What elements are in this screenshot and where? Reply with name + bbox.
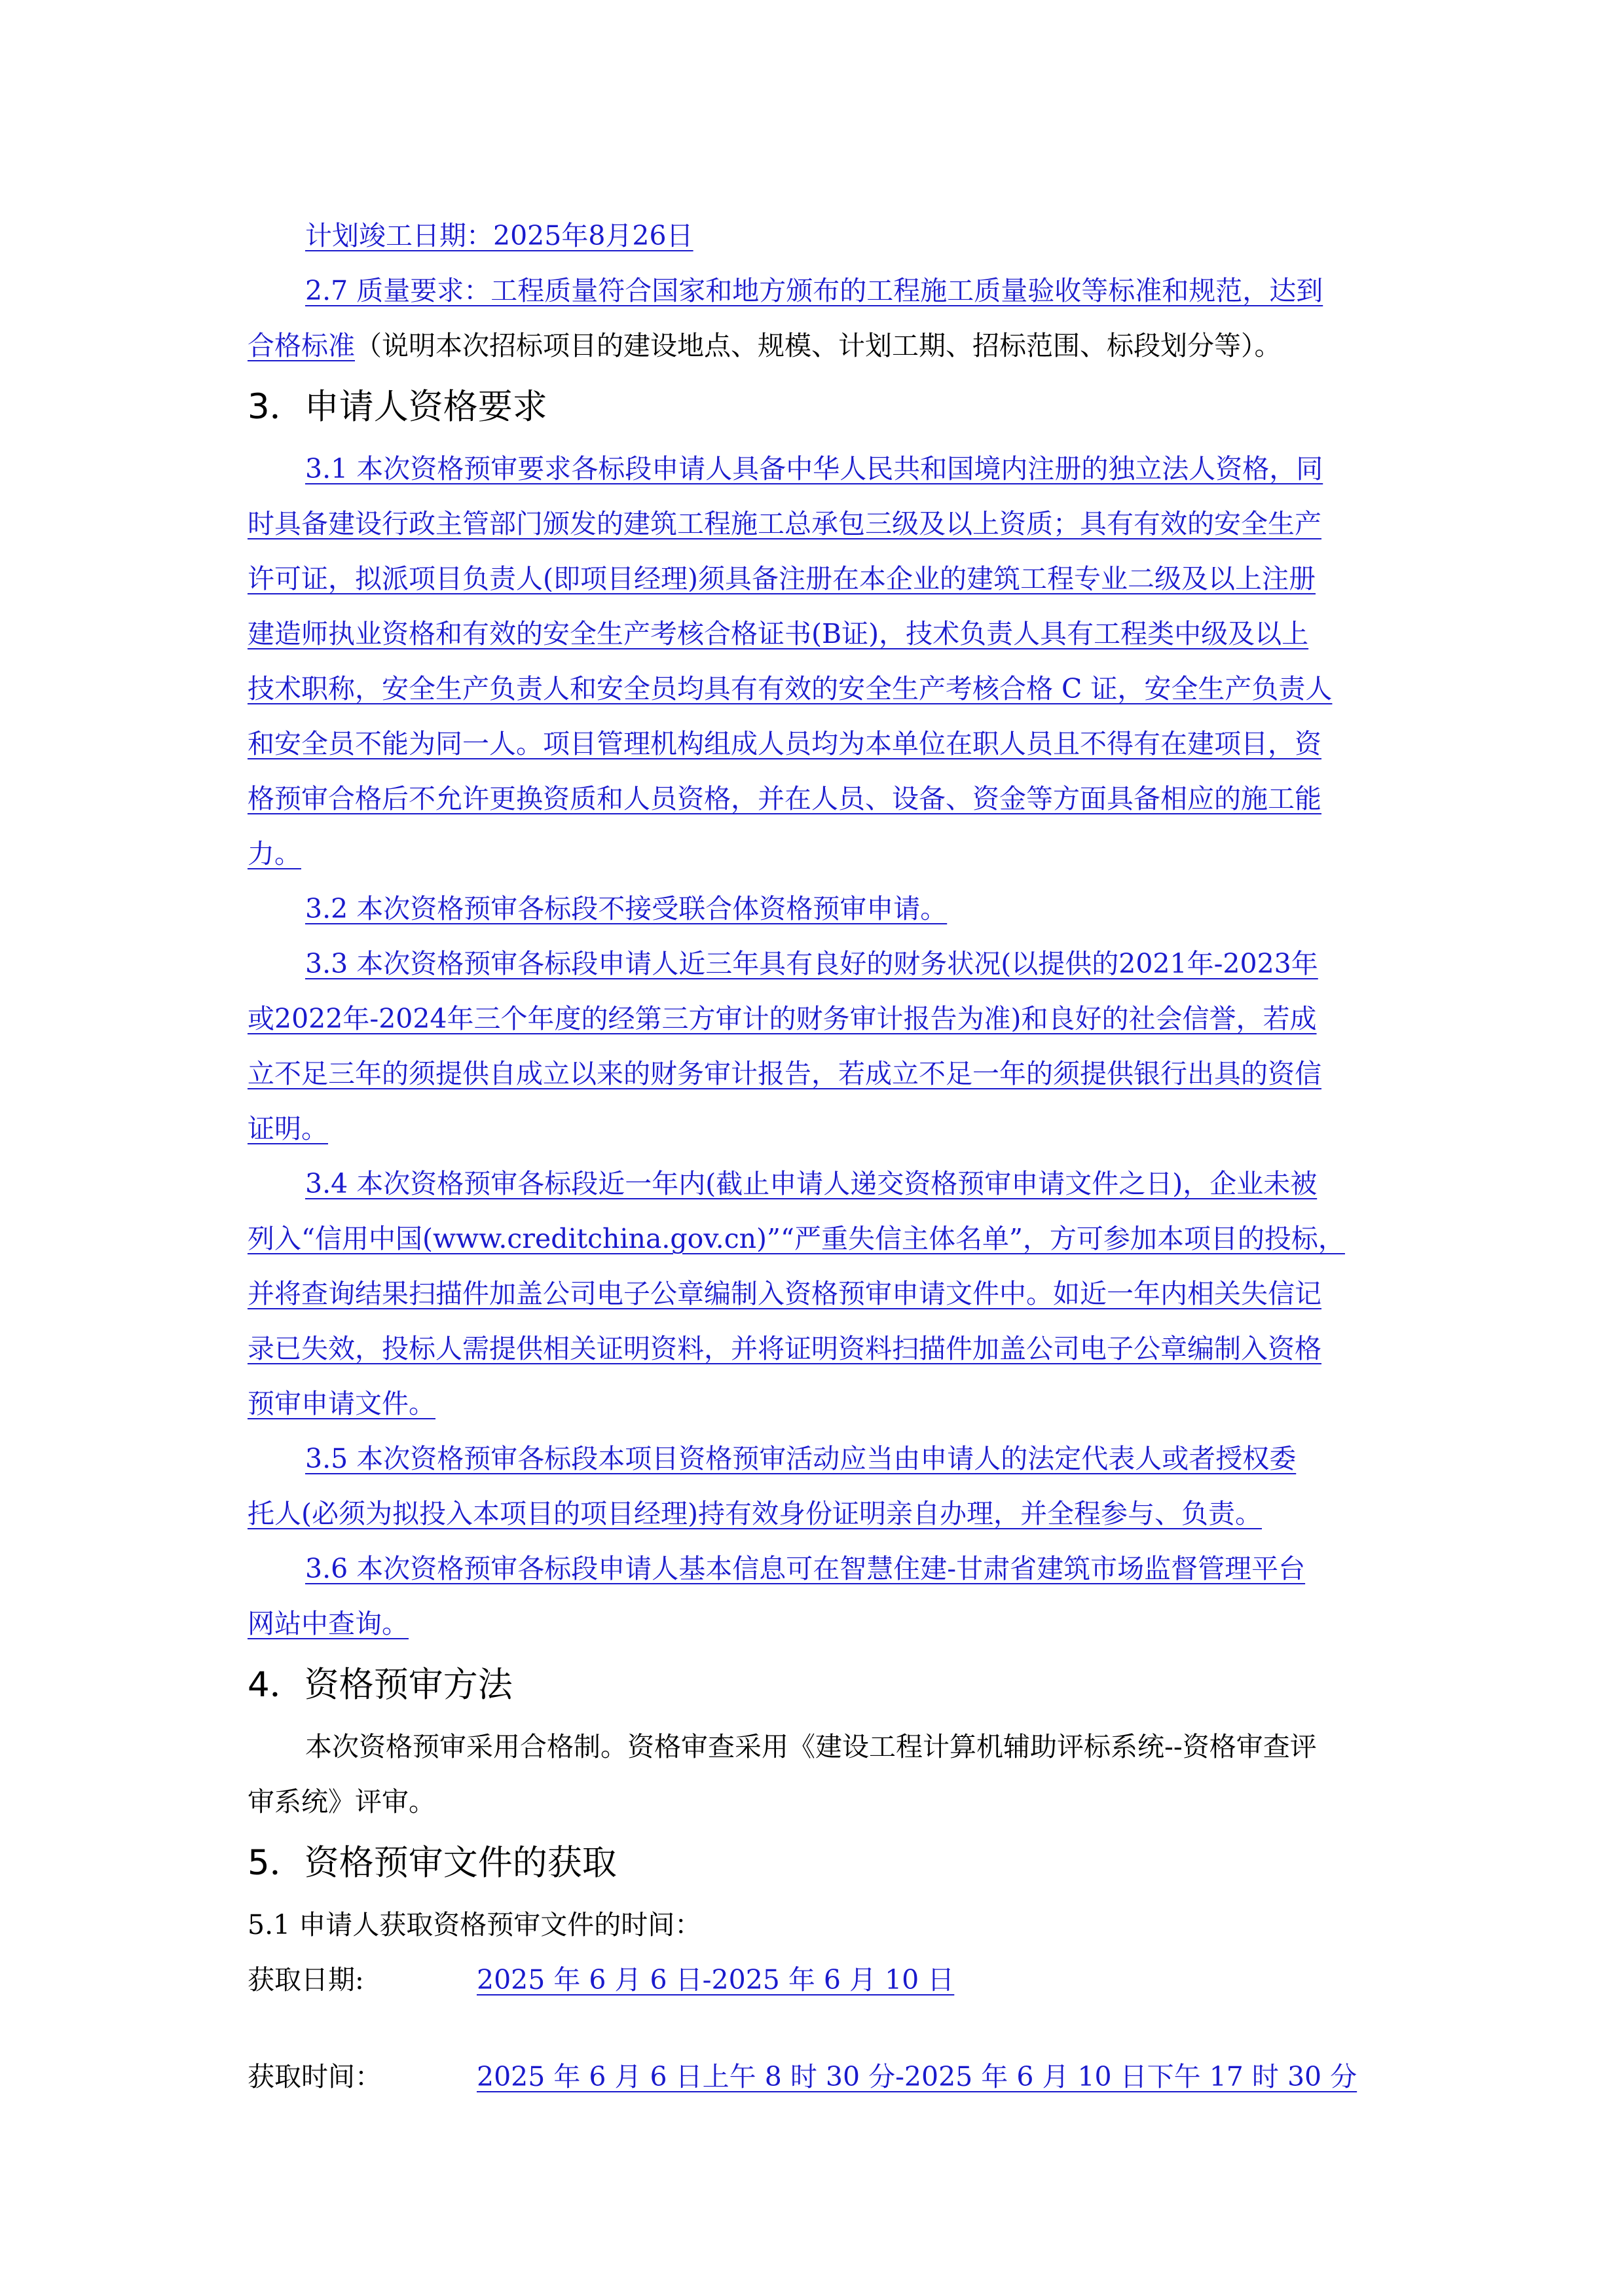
clause-line: 列入“信用中国(www.creditchina.gov.cn)”“严重失信主体名单”，方可参加本项目的投标， (248, 1223, 1345, 1254)
clause-line: 并将查询结果扫描件加盖公司电子公章编制入资格预审申请文件中。如近一年内相关失信记 (248, 1278, 1321, 1309)
quality-note: （说明本次招标项目的建设地点、规模、计划工期、招标范围、标段划分等）。 (355, 330, 1282, 361)
clause-3-5 (248, 1431, 1387, 1541)
document-body (248, 208, 1387, 2104)
clause-line: 录已失效，投标人需提供相关证明资料，并将证明资料扫描件加盖公司电子公章编制入资格 (248, 1333, 1321, 1364)
clause-line: 时具备建设行政主管部门颁发的建筑工程施工总承包三级及以上资质；具有有效的安全生产 (248, 508, 1321, 539)
clause-line: 3.4 本次资格预审各标段近一年内(截止申请人递交资格预审申请文件之日)，企业未被 (305, 1168, 1318, 1199)
quality-standard: 合格标准 (248, 330, 355, 361)
clause-3-6 (248, 1541, 1387, 1651)
acquisition-date-value: 2025 年 6 月 6 日-2025 年 6 月 10 日 (477, 1964, 955, 1995)
clause-line: 格预审合格后不允许更换资质和人员资格，并在人员、设备、资金等方面具备相应的施工能 (248, 783, 1321, 814)
acquisition-date-label: 获取日期: (248, 1964, 364, 1995)
clause-3-2 (248, 881, 1387, 936)
clause-line: 技术职称，安全生产负责人和安全员均具有有效的安全生产考核合格 C 证，安全生产负责人 (248, 673, 1333, 704)
clause-3-1 (248, 441, 1387, 881)
method-line: 本次资格预审采用合格制。资格审查采用《建设工程计算机辅助评标系统--资格审查评 (305, 1731, 1317, 1762)
clause-line: 3.6 本次资格预审各标段申请人基本信息可在智慧住建-甘肃省建筑市场监督管理平台 (305, 1553, 1306, 1584)
clause-line: 托人(必须为拟投入本项目的项目经理)持有效身份证明亲自办理，并全程参与、负责。 (248, 1498, 1262, 1529)
method-line: 审系统》评审。 (248, 1786, 435, 1817)
row-gap (248, 2007, 1387, 2049)
clause-line: 3.3 本次资格预审各标段申请人近三年具有良好的财务状况(以提供的2021年-2023年 (305, 948, 1318, 979)
section-5-heading: 5．资格预审文件的获取 (248, 1843, 617, 1883)
clause-3-3 (248, 936, 1387, 1156)
clause-line: 3.1 本次资格预审要求各标段申请人具备中华人民共和国境内注册的独立法人资格，同 (305, 453, 1323, 484)
acquisition-time-row (248, 2049, 1387, 2104)
quality-requirement-line-1: 2.7 质量要求：工程质量符合国家和地方颁布的工程施工质量验收等标准和规范，达到 (305, 275, 1323, 306)
clause-line: 网站中查询。 (248, 1608, 409, 1639)
subsection-5-1: 5.1 申请人获取资格预审文件的时间： (248, 1909, 702, 1941)
section-3-heading: 3．申请人资格要求 (248, 387, 547, 427)
clause-line: 立不足三年的须提供自成立以来的财务审计报告，若成立不足一年的须提供银行出具的资信 (248, 1058, 1321, 1089)
acquisition-time-value: 2025 年 6 月 6 日上午 8 时 30 分-2025 年 6 月 10 日下午 17 时 30 分 (477, 2061, 1357, 2092)
acquisition-date-row (248, 1952, 1387, 2007)
clause-line: 证明。 (248, 1113, 328, 1144)
acquisition-time-label: 获取时间： (248, 2061, 382, 2092)
quality-requirement-line-2 (248, 318, 1387, 373)
clause-line: 建造师执业资格和有效的安全生产考核合格证书(B证)，技术负责人具有工程类中级及以上 (248, 618, 1309, 649)
completion-date: 计划竣工日期：2025年8月26日 (305, 220, 693, 251)
section-4-heading: 4．资格预审方法 (248, 1665, 513, 1705)
clause-line: 3.5 本次资格预审各标段本项目资格预审活动应当由申请人的法定代表人或者授权委 (305, 1443, 1297, 1474)
clause-3-4 (248, 1156, 1387, 1431)
clause-line: 许可证，拟派项目负责人(即项目经理)须具备注册在本企业的建筑工程专业二级及以上注册 (248, 563, 1316, 594)
clause-line: 力。 (248, 838, 301, 869)
clause-line: 3.2 本次资格预审各标段不接受联合体资格预审申请。 (305, 893, 948, 924)
clause-line: 和安全员不能为同一人。项目管理机构组成人员均为本单位在职人员且不得有在建项目，资 (248, 728, 1321, 759)
clause-line: 预审申请文件。 (248, 1388, 435, 1419)
clause-line: 或2022年-2024年三个年度的经第三方审计的财务审计报告为准)和良好的社会信誉，若成 (248, 1003, 1317, 1034)
